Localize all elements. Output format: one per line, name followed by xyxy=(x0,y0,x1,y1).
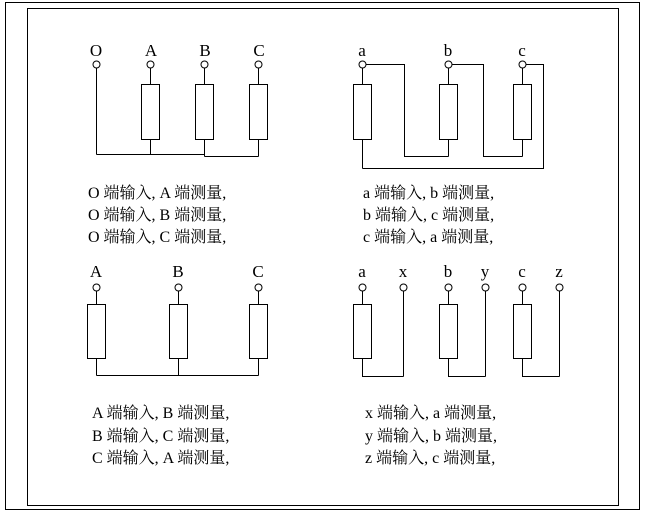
terminal-node-A2 xyxy=(93,284,100,291)
terminal-node-A xyxy=(147,61,154,68)
caption-top-right-3: c 端输入, a 端测量, xyxy=(363,229,494,246)
caption-top-right-2: b 端输入, c 端测量, xyxy=(363,207,495,224)
terminal-label-a: a xyxy=(358,41,366,60)
terminal-label-B: B xyxy=(199,41,211,60)
terminal-node-c xyxy=(519,61,526,68)
caption-top-left-2: O 端输入, B 端测量, xyxy=(88,207,227,224)
wire-a-to-b-bottom xyxy=(366,65,449,157)
terminal-node-B2 xyxy=(175,284,182,291)
wire-b-to-c-bottom xyxy=(452,65,523,157)
caption-top-left-3: O 端输入, C 端测量, xyxy=(88,229,227,246)
caption-bottom-left-3: C 端输入, A 端测量, xyxy=(92,450,230,467)
terminal-label-z: z xyxy=(555,262,563,281)
caption-top-left-1: O 端输入, A 端测量, xyxy=(88,185,227,202)
terminal-node-C2 xyxy=(255,284,262,291)
terminal-label-c2: c xyxy=(518,262,526,281)
terminal-node-B xyxy=(201,61,208,68)
caption-bottom-left-1: A 端输入, B 端测量, xyxy=(92,405,230,422)
caption-top-right-1: a 端输入, b 端测量, xyxy=(363,185,495,202)
caption-bottom-right-1: x 端输入, a 端测量, xyxy=(365,405,497,422)
winding-a-rect xyxy=(354,85,372,140)
winding-b2-rect xyxy=(440,305,458,359)
caption-bottom-right-2: y 端输入, b 端测量, xyxy=(365,428,498,445)
terminal-node-a2 xyxy=(359,284,366,291)
winding-c2-rect xyxy=(514,305,532,359)
winding-a2-rect xyxy=(354,305,372,359)
terminal-node-y xyxy=(482,284,489,291)
terminal-label-A2: A xyxy=(89,262,103,281)
terminal-label-c: c xyxy=(518,41,526,60)
terminal-label-C2: C xyxy=(252,262,264,281)
diagram-star-with-neutral xyxy=(90,41,268,157)
terminal-label-b2: b xyxy=(443,262,453,281)
terminal-label-B2: B xyxy=(172,262,184,281)
diagram-delta xyxy=(354,41,544,169)
terminal-label-C: C xyxy=(253,41,265,60)
winding-b-rect xyxy=(440,85,458,140)
terminal-node-z xyxy=(556,284,563,291)
winding-C-rect xyxy=(250,85,268,140)
terminal-node-C xyxy=(255,61,262,68)
winding-B-rect xyxy=(196,85,214,140)
terminal-label-O: O xyxy=(89,41,103,60)
caption-bottom-left-2: B 端输入, C 端测量, xyxy=(92,428,230,445)
wire-b2-to-y xyxy=(449,359,486,377)
terminal-node-b xyxy=(445,61,452,68)
terminal-node-a xyxy=(359,61,366,68)
terminal-label-y: y xyxy=(480,262,490,281)
winding-A2-rect xyxy=(88,305,106,359)
terminal-label-x: x xyxy=(398,262,408,281)
winding-C2-rect xyxy=(250,305,268,359)
terminal-node-b2 xyxy=(445,284,452,291)
winding-c-rect xyxy=(514,85,532,140)
wire-a2-to-x xyxy=(363,359,404,377)
terminal-label-A: A xyxy=(144,41,158,60)
terminal-node-x xyxy=(400,284,407,291)
wire-c2-to-z xyxy=(523,359,560,377)
diagram-star xyxy=(88,262,268,376)
terminal-label-b: b xyxy=(443,41,453,60)
diagram-independent-windings xyxy=(354,262,564,377)
terminal-label-a2: a xyxy=(358,262,366,281)
terminal-node-O xyxy=(93,61,100,68)
terminal-node-c2 xyxy=(519,284,526,291)
caption-bottom-right-3: z 端输入, c 端测量, xyxy=(365,450,496,467)
winding-A-rect xyxy=(142,85,160,140)
winding-B2-rect xyxy=(170,305,188,359)
